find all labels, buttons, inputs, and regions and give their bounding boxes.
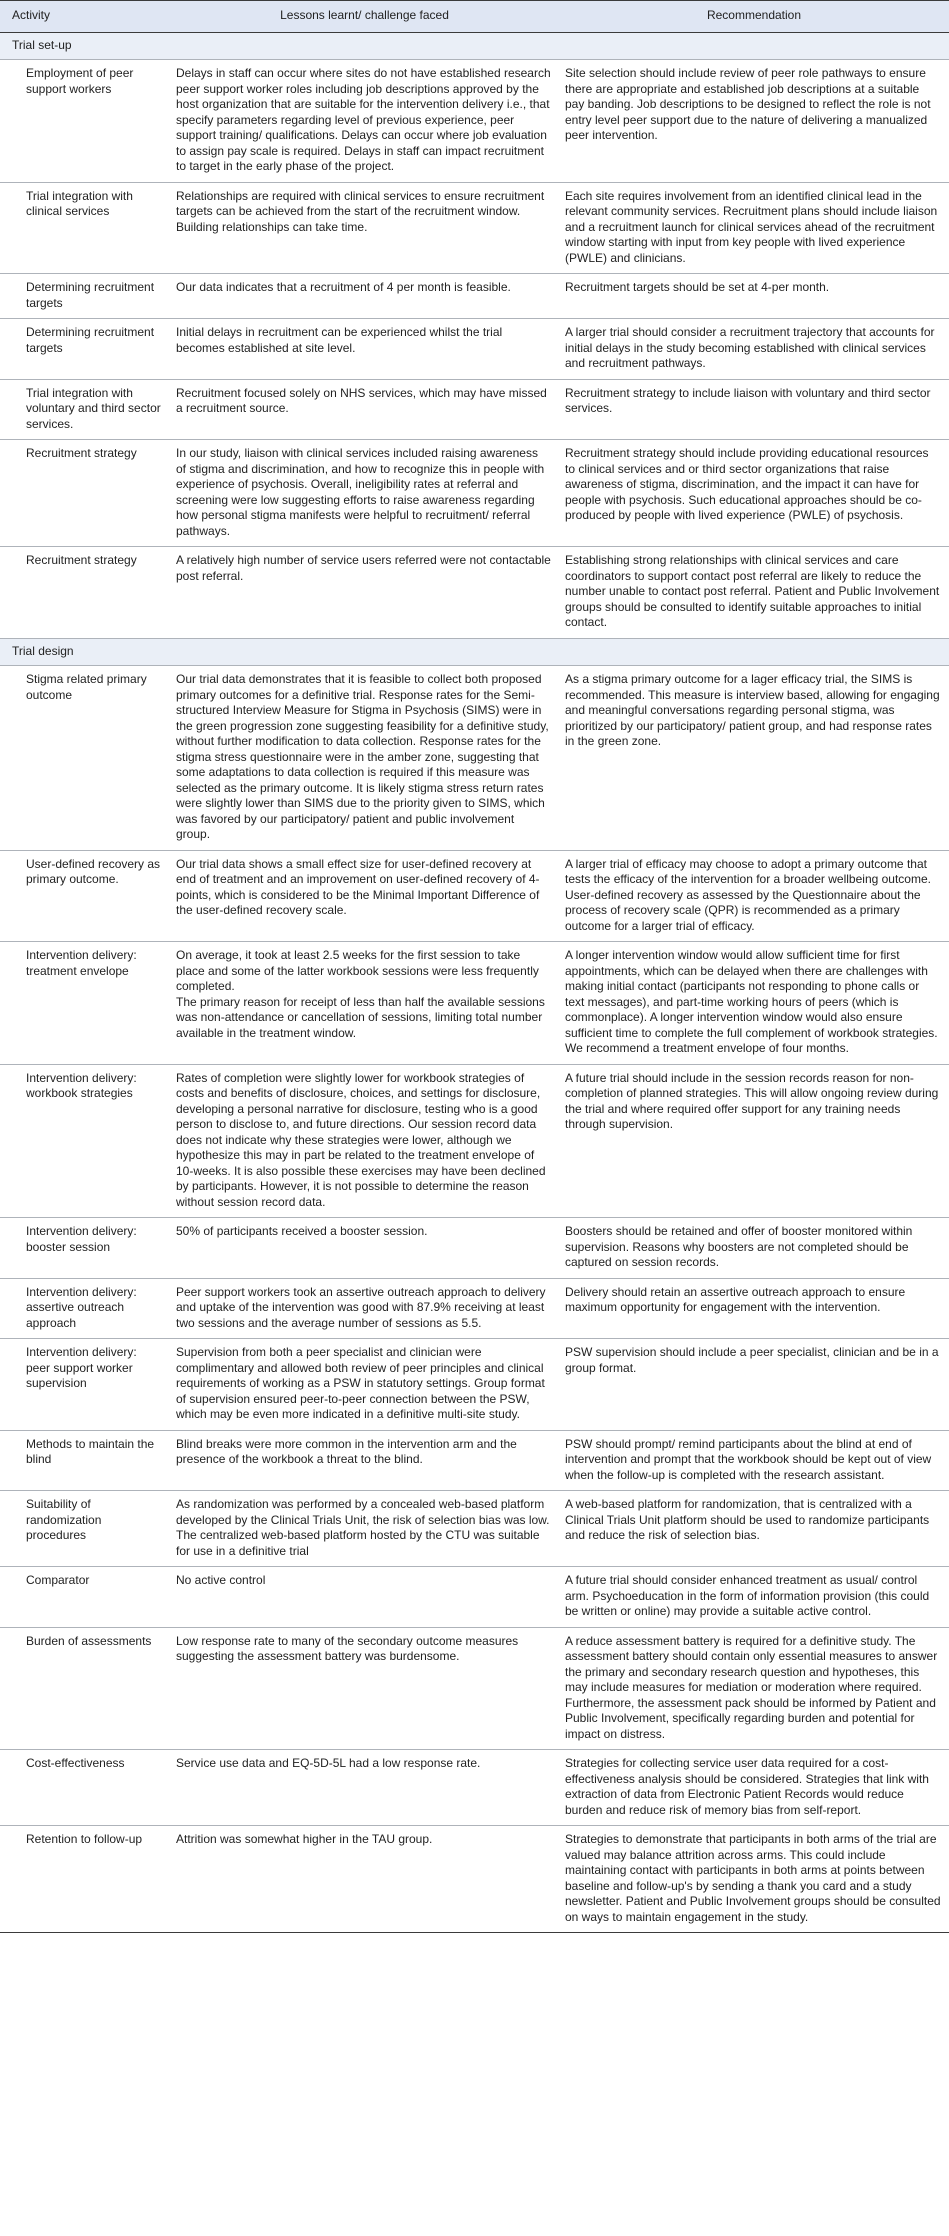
table-header	[0, 1, 949, 33]
section-title: Trial design	[0, 638, 949, 666]
table-row	[0, 1750, 949, 1826]
table-row	[0, 1627, 949, 1750]
table-row	[0, 1278, 949, 1339]
lessons-cell: No active control	[170, 1567, 559, 1628]
activity-cell: Methods to maintain the blind	[0, 1430, 170, 1491]
activity-cell: Stigma related primary outcome	[0, 666, 170, 851]
recommendation-cell: Boosters should be retained and offer of booster monitored within supervision. Reasons why boosters are not completed should be captured on session records.	[559, 1218, 949, 1279]
lessons-cell: 50% of participants received a booster session.	[170, 1218, 559, 1279]
table-row	[0, 1339, 949, 1431]
lessons-cell: Delays in staff can occur where sites do not have established research peer support worker roles including job descriptions approved by the host organization that are suitable for the intervention delivery i.e., that specify parameters regarding level of previous experience, peer support training/ qualifications. Delays can occur where job evaluation to assign pay scale is required. Delays in staff can impact recruitment to target in the early phase of the project.	[170, 60, 559, 183]
column-header-activity: Activity	[0, 1, 170, 33]
lessons-cell: A relatively high number of service users referred were not contactable post referral.	[170, 547, 559, 639]
recommendation-cell: Each site requires involvement from an identified clinical lead in the relevant community services. Recruitment plans should include liaison and a recruitment launch for clinical services ahead of the recruitment window starting with input from key people with lived experience (PWLE) and clinicians.	[559, 182, 949, 274]
activity-cell: Determining recruitment targets	[0, 319, 170, 380]
recommendation-cell: Establishing strong relationships with clinical services and care coordinators to support contact post referral are likely to reduce the number unable to contact post referral. Patient and Public Involvement groups should be consulted to identify suitable approaches to initial contact.	[559, 547, 949, 639]
recommendation-cell: PSW should prompt/ remind participants about the blind at end of intervention and prompt that the workbook should be kept out of view when the follow-up is completed with the research assistant.	[559, 1430, 949, 1491]
table-row	[0, 547, 949, 639]
recommendation-cell: A web-based platform for randomization, that is centralized with a Clinical Trials Unit platform should be used to randomize participants and reduce the risk of selection bias.	[559, 1491, 949, 1567]
activity-cell: Employment of peer support workers	[0, 60, 170, 183]
lessons-cell: Low response rate to many of the secondary outcome measures suggesting the assessment battery was burdensome.	[170, 1627, 559, 1750]
lessons-cell: Service use data and EQ-5D-5L had a low response rate.	[170, 1750, 559, 1826]
activity-cell: Intervention delivery: peer support worker supervision	[0, 1339, 170, 1431]
recommendation-cell: A larger trial of efficacy may choose to adopt a primary outcome that tests the efficacy of the intervention for a broader wellbeing outcome. User-defined recovery as assessed by the Questionnaire about the process of recovery scale (QPR) is recommended as a primary outcome for a larger trial of efficacy.	[559, 850, 949, 942]
table-row	[0, 850, 949, 942]
recommendation-cell: A larger trial should consider a recruitment trajectory that accounts for initial delays in the study becoming established with clinical services and recruitment pathways.	[559, 319, 949, 380]
activity-cell: Cost-effectiveness	[0, 1750, 170, 1826]
activity-cell: Intervention delivery: treatment envelope	[0, 942, 170, 1065]
table-row	[0, 1826, 949, 1933]
activity-cell: Retention to follow-up	[0, 1826, 170, 1933]
table-row	[0, 182, 949, 274]
recommendation-cell: Recruitment targets should be set at 4-per month.	[559, 274, 949, 319]
table-row	[0, 942, 949, 1065]
recommendation-cell: Delivery should retain an assertive outreach approach to ensure maximum opportunity for engagement with the intervention.	[559, 1278, 949, 1339]
table-body	[0, 32, 949, 1933]
activity-cell: Intervention delivery: booster session	[0, 1218, 170, 1279]
table-row	[0, 1218, 949, 1279]
activity-cell: User-defined recovery as primary outcome.	[0, 850, 170, 942]
recommendation-cell: Site selection should include review of peer role pathways to ensure there are appropriate and established job descriptions at a suitable pay banding. Job descriptions to be designed to reflect the role is not entry level peer support due to the nature of delivering a manualized peer intervention.	[559, 60, 949, 183]
table-row	[0, 60, 949, 183]
lessons-cell: Relationships are required with clinical services to ensure recruitment targets can be achieved from the start of the recruitment window. Building relationships can take time.	[170, 182, 559, 274]
table-row	[0, 379, 949, 440]
lessons-cell: Our data indicates that a recruitment of 4 per month is feasible.	[170, 274, 559, 319]
lessons-cell: Recruitment focused solely on NHS services, which may have missed a recruitment source.	[170, 379, 559, 440]
recommendation-cell: A future trial should consider enhanced treatment as usual/ control arm. Psychoeducation in the form of information provision (this could be written or online) may provide a suitable active control.	[559, 1567, 949, 1628]
lessons-cell: Our trial data demonstrates that it is feasible to collect both proposed primary outcomes for a definitive trial. Response rates for the Semi-structured Interview Measure for Stigma in Psychosis (SIMS) were in the green progression zone suggesting feasibility for a definitive study, without further modification to data collection. Response rates for the stigma stress questionnaire were in the amber zone, suggesting that some adaptations to data collection is required if this measure was selected as the primary outcome. It is likely stigma stress return rates were slightly lower than SIMS due to the priority given to SIMS, which was favored by our participatory/ patient and public involvement group.	[170, 666, 559, 851]
activity-cell: Intervention delivery: assertive outreach approach	[0, 1278, 170, 1339]
lessons-cell: On average, it took at least 2.5 weeks for the first session to take place and some of the latter workbook sessions were less frequently completed. The primary reason for receipt of less than half the available sessions was non-attendance or cancellation of sessions, limiting total number available in the treatment window.	[170, 942, 559, 1065]
activity-cell: Trial integration with voluntary and third sector services.	[0, 379, 170, 440]
activity-cell: Recruitment strategy	[0, 440, 170, 547]
recommendation-cell: Recruitment strategy to include liaison with voluntary and third sector services.	[559, 379, 949, 440]
recommendation-cell: As a stigma primary outcome for a lager efficacy trial, the SIMS is recommended. This measure is interview based, allowing for engaging and meaningful conversations regarding personal stigma, was prioritized by our participatory/ patient group, and had response rates in the green zone.	[559, 666, 949, 851]
table-row	[0, 1430, 949, 1491]
table-row	[0, 1064, 949, 1218]
table-row	[0, 1567, 949, 1628]
column-header-lessons: Lessons learnt/ challenge faced	[170, 1, 559, 33]
recommendation-cell: A future trial should include in the session records reason for non-completion of planned strategies. This will allow ongoing review during the trial and where required offer support for any training needs through supervision.	[559, 1064, 949, 1218]
recommendation-cell: Strategies for collecting service user data required for a cost-effectiveness analysis should be considered. Strategies that link with extraction of data from Electronic Patient Records would reduce burden and reduce risk of memory bias from self-report.	[559, 1750, 949, 1826]
activity-cell: Comparator	[0, 1567, 170, 1628]
lessons-cell: Attrition was somewhat higher in the TAU group.	[170, 1826, 559, 1933]
activity-cell: Intervention delivery: workbook strategies	[0, 1064, 170, 1218]
recommendation-cell: Strategies to demonstrate that participants in both arms of the trial are valued may balance attrition across arms. This could include maintaining contact with participants in both arms at points between baseline and follow-up's by sending a thank you card and a study newsletter. Patient and Public Involvement groups should be consulted on ways to maintain engagement in the study.	[559, 1826, 949, 1933]
recommendation-cell: A longer intervention window would allow sufficient time for first appointments, which can be delayed when there are challenges with making initial contact (participants not responding to phone calls or text messages), and part-time working hours of peers (which is commonplace). A longer intervention window would also ensure sufficient time to complete the full complement of workbook strategies. We recommend a treatment envelope of four months.	[559, 942, 949, 1065]
table-row	[0, 440, 949, 547]
recommendation-cell: PSW supervision should include a peer specialist, clinician and be in a group format.	[559, 1339, 949, 1431]
activity-cell: Recruitment strategy	[0, 547, 170, 639]
lessons-cell: Rates of completion were slightly lower for workbook strategies of costs and benefits of disclosure, choices, and settings for disclosure, developing a personal narrative for disclosure, testing who is a good person to disclose to, and future directions. Our session record data does not indicate why these strategies were lower, although we hypothesize this may in part be related to the treatment envelope of 10-weeks. It is also possible these exercises may have been declined by participants. However, it is not possible to determine the reason without session record data.	[170, 1064, 559, 1218]
header-row	[0, 1, 949, 33]
lessons-cell: Our trial data shows a small effect size for user-defined recovery at end of treatment and an improvement on user-defined recovery of 4-points, which is considered to be the Minimal Important Difference of the user-defined recovery scale.	[170, 850, 559, 942]
lessons-cell: Blind breaks were more common in the intervention arm and the presence of the workbook a threat to the blind.	[170, 1430, 559, 1491]
activity-cell: Trial integration with clinical services	[0, 182, 170, 274]
table-row	[0, 319, 949, 380]
table-row	[0, 274, 949, 319]
activity-cell: Determining recruitment targets	[0, 274, 170, 319]
column-header-recommendation: Recommendation	[559, 1, 949, 33]
lessons-cell: As randomization was performed by a concealed web-based platform developed by the Clinical Trials Unit, the risk of selection bias was low. The centralized web-based platform hosted by the CTU was suitable for use in a definitive trial	[170, 1491, 559, 1567]
table-row	[0, 666, 949, 851]
section-row	[0, 32, 949, 60]
activity-cell: Burden of assessments	[0, 1627, 170, 1750]
recommendation-cell: Recruitment strategy should include providing educational resources to clinical services and or third sector organizations that raise awareness of stigma, discrimination, and the impact it can have for people with psychosis. Such educational approaches should be co-produced by people with lived experience (PWLE) of psychosis.	[559, 440, 949, 547]
recommendation-cell: A reduce assessment battery is required for a definitive study. The assessment battery should contain only essential measures to answer the primary and secondary research question and hypotheses, this may include measures for mediation or moderation where required. Furthermore, the assessment pack should be informed by Patient and Public Involvement, specifically regarding burden and potential for impact on distress.	[559, 1627, 949, 1750]
section-title: Trial set-up	[0, 32, 949, 60]
lessons-cell: Initial delays in recruitment can be experienced whilst the trial becomes established at site level.	[170, 319, 559, 380]
lessons-cell: In our study, liaison with clinical services included raising awareness of stigma and discrimination, and how to recognize this in people with experience of psychosis. Overall, ineligibility rates at referral and screening were low suggesting efforts to raise awareness regarding how personal stigma manifests were helpful to recruitment/ referral pathways.	[170, 440, 559, 547]
lessons-cell: Supervision from both a peer specialist and clinician were complimentary and allowed both review of peer principles and clinical requirements of working as a PSW in statutory settings. Group format of supervision ensured peer-to-peer connection between the PSW, which may be even more indicated in a definitive multi-site study.	[170, 1339, 559, 1431]
table-row	[0, 1491, 949, 1567]
lessons-cell: Peer support workers took an assertive outreach approach to delivery and uptake of the intervention was good with 87.9% receiving at least two sessions and the average number of sessions as 5.5.	[170, 1278, 559, 1339]
section-row	[0, 638, 949, 666]
activity-cell: Suitability of randomization procedures	[0, 1491, 170, 1567]
